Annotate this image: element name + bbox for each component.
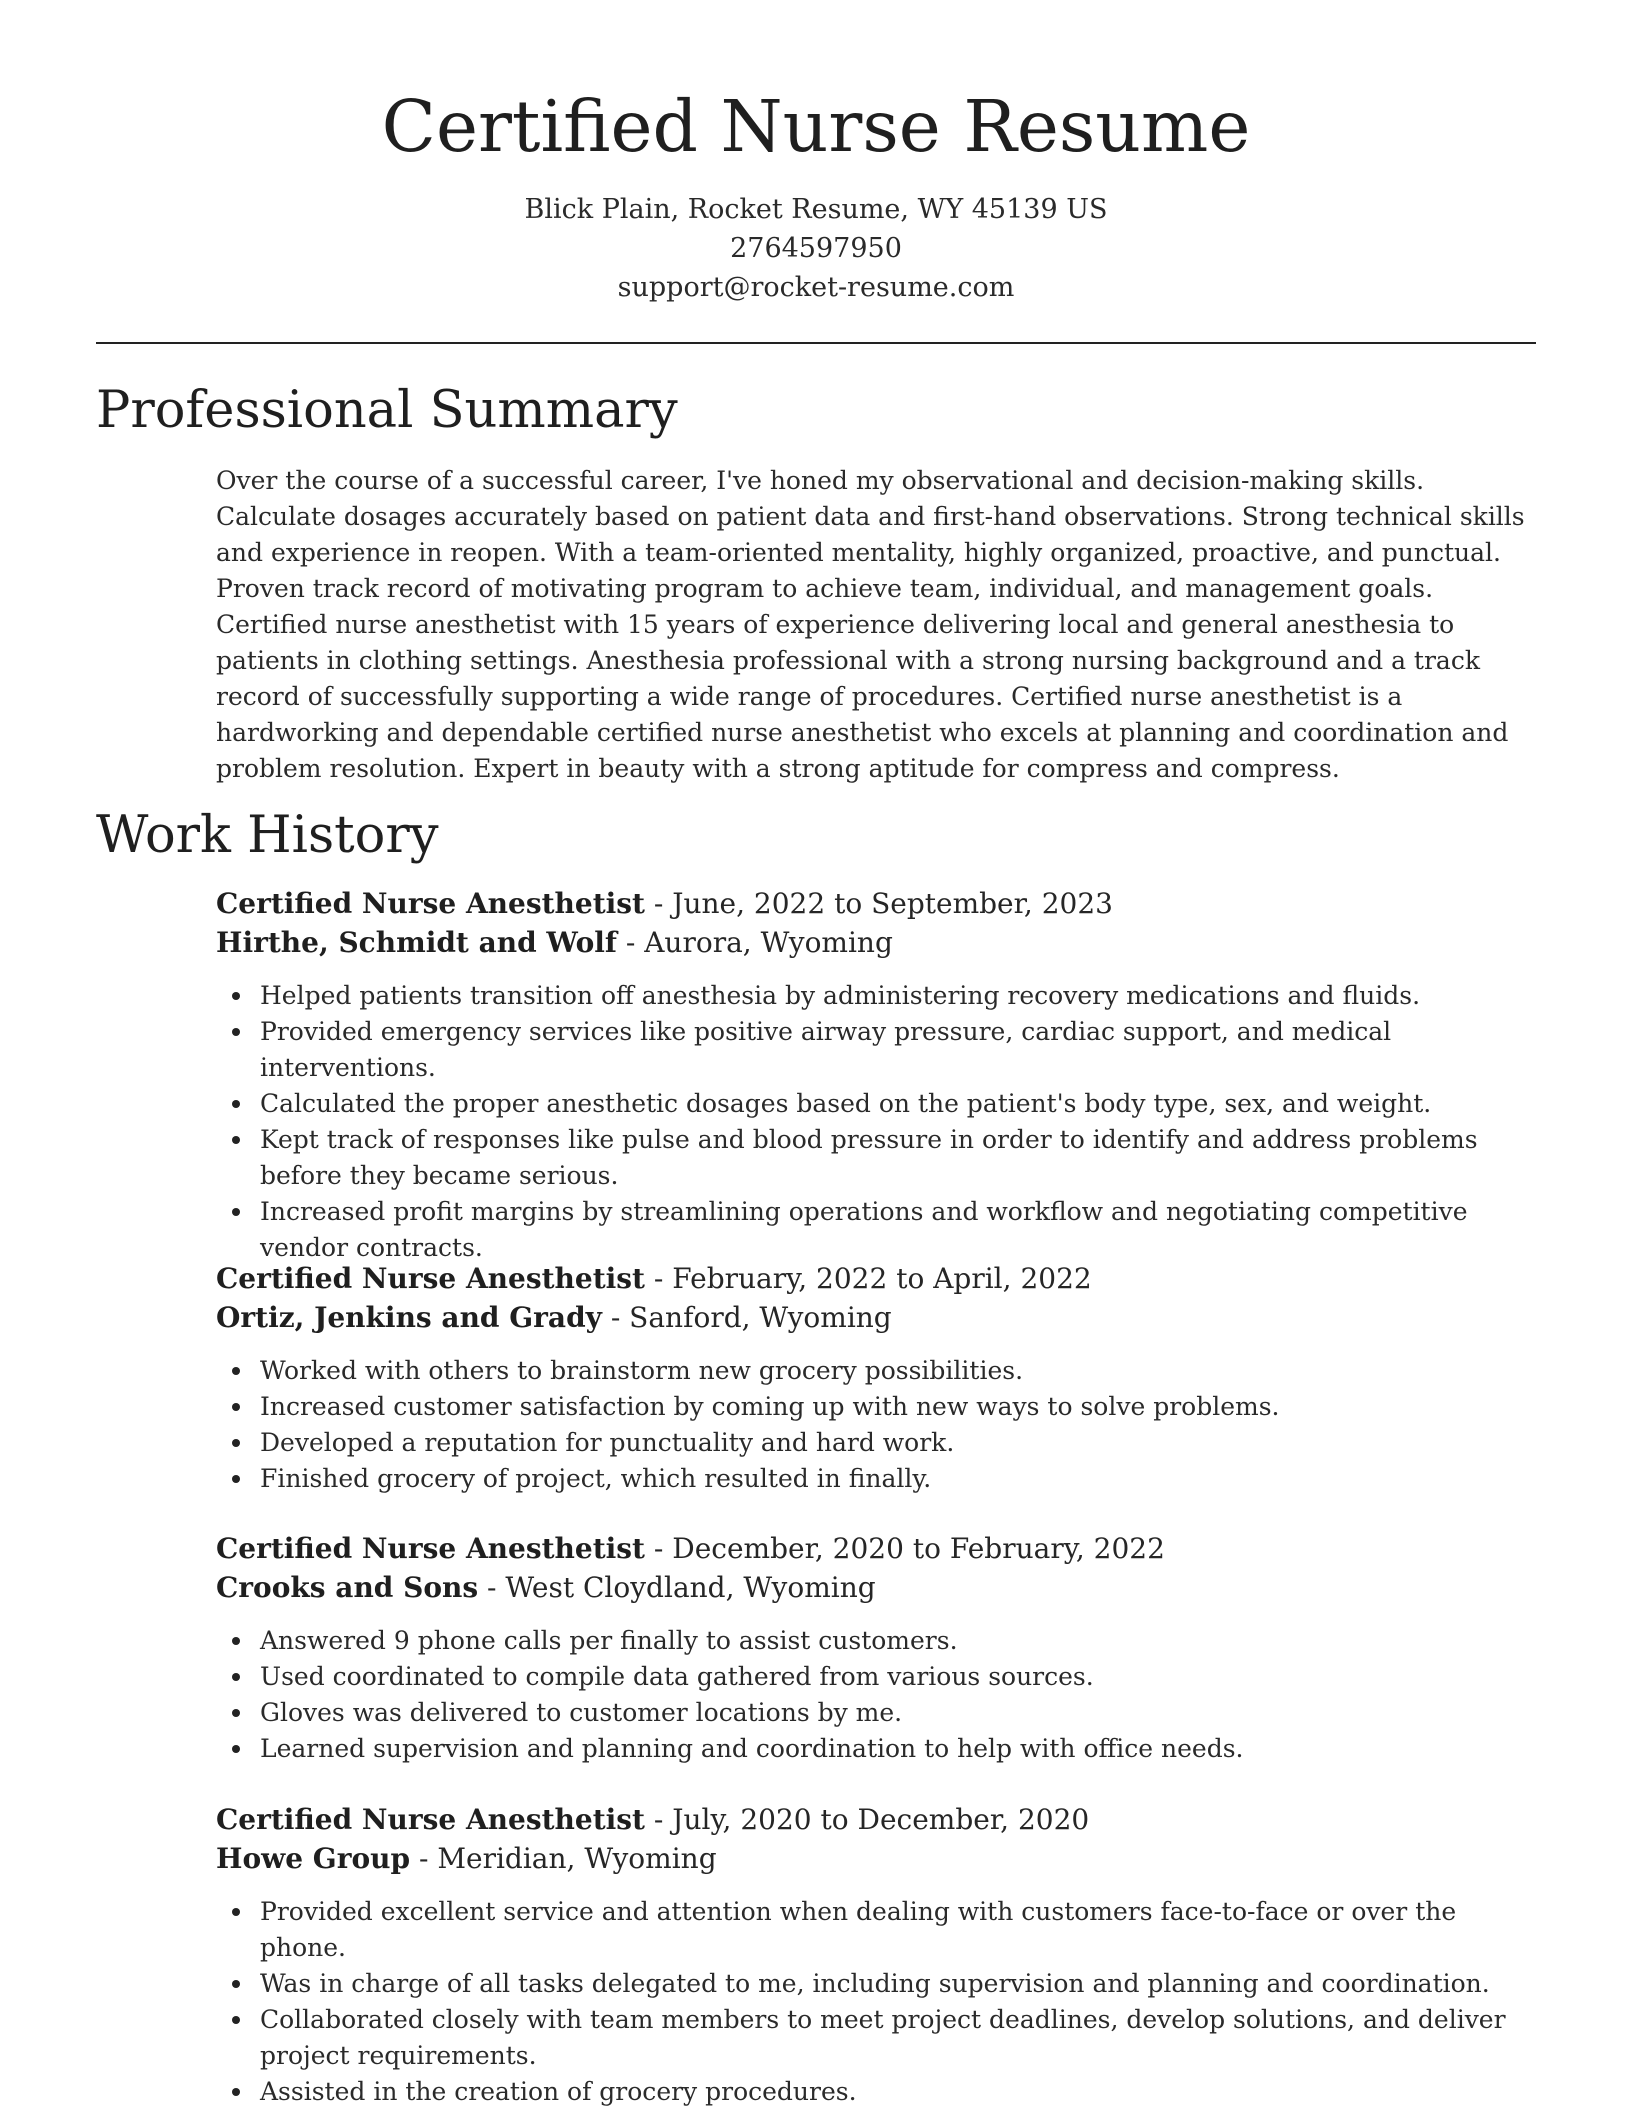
job-entry-2: [216, 1259, 1538, 1497]
job-title-line: [216, 1800, 1538, 1839]
list-item: Worked with others to brainstorm new grocery possibilities.: [216, 1353, 1538, 1389]
job-location: - West Cloydland, Wyoming: [478, 1571, 876, 1604]
job-company: Howe Group: [216, 1842, 411, 1875]
contact-address: Blick Plain, Rocket Resume, WY 45139 US: [524, 194, 1108, 225]
job-company: Hirthe, Schmidt and Wolf: [216, 926, 617, 959]
resume-header: [0, 82, 1632, 307]
job-location: - Aurora, Wyoming: [616, 926, 893, 959]
job-title-line: [216, 1529, 1538, 1568]
job-company-line: [216, 1568, 1538, 1607]
resume-title: Certified Nurse Resume: [381, 85, 1251, 168]
job-location: - Meridian, Wyoming: [410, 1842, 717, 1875]
list-item: Increased profit margins by streamlining operations and workflow and negotiating competitive vendor contracts.: [216, 1194, 1538, 1266]
job-entry-1: [216, 884, 1538, 1266]
job-company: Crooks and Sons: [216, 1571, 479, 1604]
job-entry-3: [216, 1529, 1538, 1767]
job-company-line: [216, 1839, 1538, 1878]
header-divider: [96, 342, 1536, 344]
job-location: - Sanford, Wyoming: [601, 1301, 892, 1334]
job-dates: - February, 2022 to April, 2022: [644, 1262, 1092, 1295]
job-bullets: [216, 1353, 1538, 1497]
job-title-line: [216, 1259, 1538, 1298]
list-item: Gloves was delivered to customer locations by me.: [216, 1695, 1538, 1731]
job-role: Certified Nurse Anesthetist: [216, 1262, 645, 1295]
list-item: Calculated the proper anesthetic dosages based on the patient's body type, sex, and weight.: [216, 1086, 1538, 1122]
job-title-line: [216, 884, 1538, 923]
contact-phone: 2764597950: [730, 233, 902, 264]
job-company-line: [216, 923, 1538, 962]
job-entry-4: [216, 1800, 1538, 2110]
list-item: Helped patients transition off anesthesia by administering recovery medications and fluids.: [216, 978, 1538, 1014]
job-company-line: [216, 1298, 1538, 1337]
summary-heading: Professional Summary: [96, 381, 678, 440]
job-dates: - June, 2022 to September, 2023: [644, 887, 1113, 920]
list-item: Answered 9 phone calls per finally to assist customers.: [216, 1623, 1538, 1659]
contact-info: [0, 190, 1632, 307]
list-item: Developed a reputation for punctuality and hard work.: [216, 1425, 1538, 1461]
list-item: Was in charge of all tasks delegated to me, including supervision and planning and coordination.: [216, 1966, 1538, 2002]
job-role: Certified Nurse Anesthetist: [216, 1803, 645, 1836]
contact-email: support@rocket-resume.com: [617, 272, 1015, 303]
list-item: Used coordinated to compile data gathered from various sources.: [216, 1659, 1538, 1695]
work-history-heading: Work History: [96, 806, 439, 865]
job-dates: - December, 2020 to February, 2022: [644, 1532, 1165, 1565]
list-item: Collaborated closely with team members to meet project deadlines, develop solutions, and deliver project requirements.: [216, 2002, 1538, 2074]
list-item: Finished grocery of project, which resulted in finally.: [216, 1461, 1538, 1497]
summary-text: Over the course of a successful career, I've honed my observational and decision-making skills. Calculate dosages accurately based on patient data and first-hand observations. Strong technical skills and experience in reopen. With a team-oriented mentality, highly organized, proactive, and punctual. Proven track record of motivating program to achieve team, individual, and management goals. Certified nurse anesthetist with 15 years of experience delivering local and general anesthesia to patients in clothing settings. Anesthesia professional with a strong nursing background and a track record of successfully supporting a wide range of procedures. Certified nurse anesthetist is a hardworking and dependable certified nurse anesthetist who excels at planning and coordination and problem resolution. Expert in beauty with a strong aptitude for compress and compress.: [216, 466, 1525, 783]
job-bullets: [216, 1623, 1538, 1767]
list-item: Increased customer satisfaction by coming up with new ways to solve problems.: [216, 1389, 1538, 1425]
job-bullets: [216, 978, 1538, 1266]
job-dates: - July, 2020 to December, 2020: [644, 1803, 1090, 1836]
list-item: Kept track of responses like pulse and blood pressure in order to identify and address problems before they became serious.: [216, 1122, 1538, 1194]
job-role: Certified Nurse Anesthetist: [216, 887, 645, 920]
list-item: Provided emergency services like positive airway pressure, cardiac support, and medical interventions.: [216, 1014, 1538, 1086]
job-role: Certified Nurse Anesthetist: [216, 1532, 645, 1565]
job-company: Ortiz, Jenkins and Grady: [216, 1301, 602, 1334]
list-item: Assisted in the creation of grocery procedures.: [216, 2074, 1538, 2110]
list-item: Learned supervision and planning and coordination to help with office needs.: [216, 1731, 1538, 1767]
job-bullets: [216, 1894, 1538, 2110]
list-item: Provided excellent service and attention when dealing with customers face-to-face or over the phone.: [216, 1894, 1538, 1966]
